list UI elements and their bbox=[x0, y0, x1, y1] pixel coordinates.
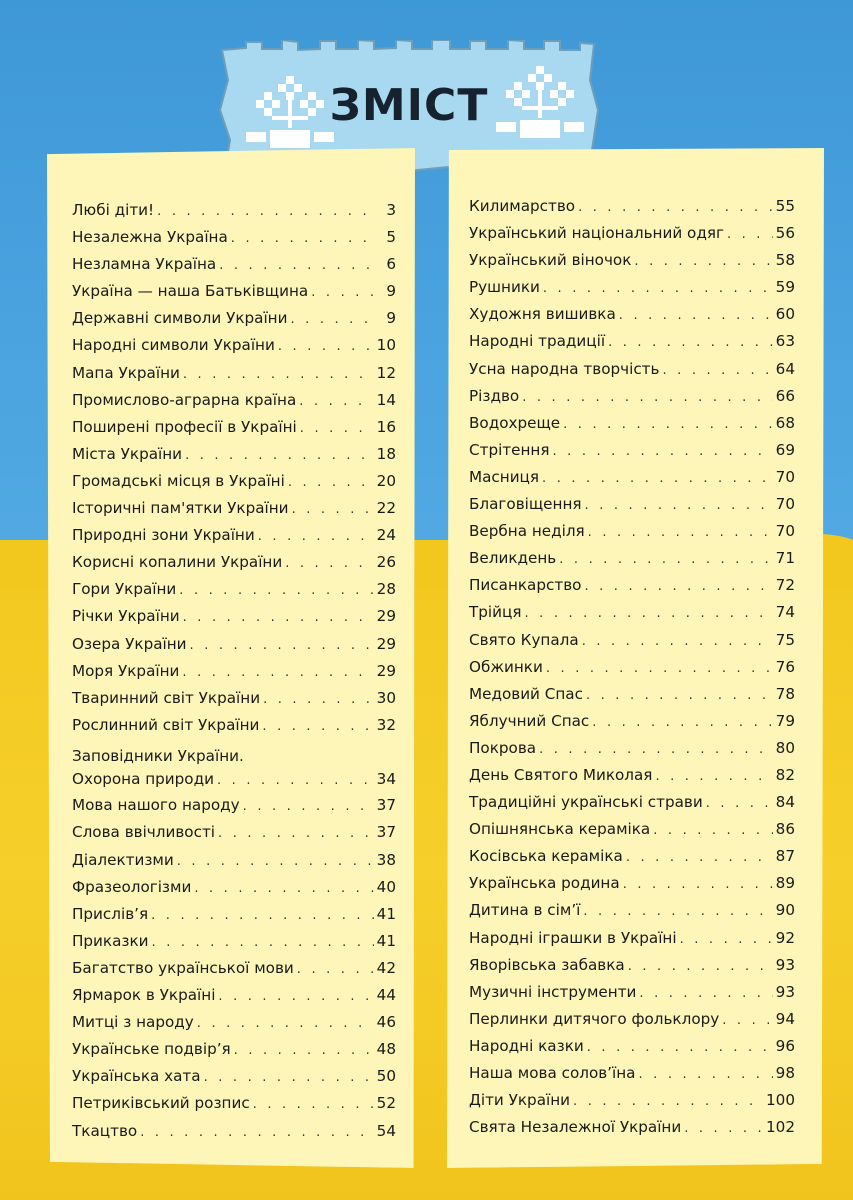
toc-entry[interactable] bbox=[469, 685, 795, 712]
toc-page-number: 46 bbox=[376, 1013, 396, 1032]
toc-leader-dots bbox=[204, 1070, 374, 1085]
toc-page-number: 56 bbox=[775, 224, 795, 243]
toc-entry-title: Прислів’я bbox=[72, 904, 149, 923]
toc-page-number: 29 bbox=[376, 607, 396, 626]
toc-entry-title: Народні символи України bbox=[72, 336, 275, 355]
toc-leader-dots bbox=[152, 935, 374, 950]
toc-leader-dots bbox=[623, 877, 773, 892]
toc-leader-dots bbox=[586, 688, 773, 703]
toc-entry[interactable] bbox=[72, 364, 396, 391]
toc-entry[interactable] bbox=[469, 983, 795, 1010]
toc-leader-dots bbox=[288, 475, 374, 490]
toc-page-number: 41 bbox=[376, 931, 396, 950]
toc-entry[interactable] bbox=[469, 901, 795, 928]
toc-leader-dots bbox=[219, 258, 375, 273]
toc-entry[interactable] bbox=[72, 635, 396, 662]
toc-leader-dots bbox=[218, 826, 374, 841]
toc-entry-title: Усна народна творчість bbox=[469, 359, 660, 378]
toc-leader-dots bbox=[608, 335, 773, 350]
toc-leader-dots bbox=[151, 908, 374, 923]
toc-page-number: 54 bbox=[376, 1121, 396, 1140]
toc-entry[interactable] bbox=[72, 201, 396, 228]
toc-leader-dots bbox=[253, 1097, 374, 1112]
toc-page-number: 41 bbox=[376, 904, 396, 923]
toc-page-number: 60 bbox=[775, 305, 795, 324]
toc-list-left bbox=[72, 201, 396, 1149]
toc-leader-dots bbox=[263, 692, 374, 707]
toc-page-number: 64 bbox=[775, 359, 795, 378]
toc-entry-title: Свято Купала bbox=[469, 630, 579, 649]
toc-entry-title: Українське подвір’я bbox=[72, 1040, 231, 1059]
toc-entry[interactable] bbox=[72, 336, 396, 363]
toc-entry[interactable] bbox=[72, 689, 396, 716]
toc-page-number: 63 bbox=[775, 332, 795, 351]
toc-entry-title: Гори України bbox=[72, 580, 177, 599]
toc-leader-dots bbox=[140, 1125, 373, 1140]
toc-entry-title: Міста України bbox=[72, 444, 183, 463]
toc-page-number: 38 bbox=[376, 850, 396, 869]
toc-leader-dots bbox=[543, 281, 773, 296]
toc-leader-dots bbox=[291, 312, 376, 327]
toc-entry[interactable] bbox=[469, 522, 795, 549]
toc-entry-title: Рослинний світ України bbox=[72, 715, 260, 734]
toc-entry-title: Вербна неділя bbox=[469, 522, 585, 541]
toc-page-number: 68 bbox=[775, 413, 795, 432]
toc-entry[interactable] bbox=[72, 932, 396, 959]
toc-entry-title: Медовий Спас bbox=[469, 684, 583, 703]
toc-leader-dots bbox=[311, 285, 375, 300]
toc-entry-title: Корисні копалини України bbox=[72, 553, 283, 572]
toc-page-number: 20 bbox=[376, 471, 396, 490]
toc-leader-dots bbox=[177, 854, 374, 869]
toc-entry-title: Багатство української мови bbox=[72, 958, 294, 977]
toc-entry[interactable] bbox=[469, 441, 795, 468]
toc-entry[interactable] bbox=[72, 1040, 396, 1067]
toc-page-number: 14 bbox=[376, 390, 396, 409]
toc-entry[interactable] bbox=[72, 418, 396, 445]
toc-entry[interactable] bbox=[469, 929, 795, 956]
toc-entry-title: Благовіщення bbox=[469, 495, 582, 514]
toc-page-number: 22 bbox=[376, 499, 396, 518]
toc-entry[interactable] bbox=[469, 576, 795, 603]
toc-page-number: 37 bbox=[376, 823, 396, 842]
toc-leader-dots bbox=[584, 579, 772, 594]
toc-page-number: 55 bbox=[775, 197, 795, 215]
toc-entry-title: Великдень bbox=[469, 549, 557, 568]
toc-page-number: 37 bbox=[376, 796, 396, 815]
toc-entry-title: Діти України bbox=[469, 1091, 571, 1110]
toc-entry-title: Різдво bbox=[469, 386, 520, 405]
toc-entry[interactable] bbox=[469, 197, 795, 224]
toc-entry-title: Обжинки bbox=[469, 657, 543, 676]
toc-leader-dots bbox=[655, 769, 772, 784]
toc-leader-dots bbox=[634, 254, 772, 269]
toc-entry-title: Яворівська забавка bbox=[469, 955, 625, 974]
toc-entry-title: Покрова bbox=[469, 738, 537, 757]
toc-entry-title: Мапа України bbox=[72, 363, 180, 382]
toc-page-number: 12 bbox=[376, 363, 396, 382]
toc-leader-dots bbox=[262, 719, 373, 734]
toc-entry-title: Петриківський розпис bbox=[72, 1094, 250, 1113]
toc-entry[interactable] bbox=[72, 309, 396, 336]
toc-page-number: 89 bbox=[775, 874, 795, 893]
toc-page-number: 87 bbox=[775, 847, 795, 866]
toc-entry[interactable] bbox=[469, 1118, 795, 1145]
toc-entry-title: Тваринний світ України bbox=[72, 688, 261, 707]
toc-leader-dots bbox=[258, 529, 374, 544]
toc-entry[interactable] bbox=[72, 986, 396, 1013]
toc-page-number: 9 bbox=[386, 282, 396, 301]
toc-page-number: 90 bbox=[775, 901, 795, 920]
toc-leader-dots bbox=[546, 661, 773, 676]
toc-page-number: 18 bbox=[376, 444, 396, 463]
toc-page-number: 78 bbox=[775, 684, 795, 703]
toc-entry[interactable] bbox=[72, 607, 396, 634]
toc-entry-title: Фразеологізми bbox=[72, 877, 192, 896]
toc-entry[interactable] bbox=[469, 956, 795, 983]
toc-page-number: 24 bbox=[376, 526, 396, 545]
toc-entry[interactable] bbox=[72, 445, 396, 472]
toc-entry[interactable] bbox=[469, 1010, 795, 1037]
toc-entry-title: Стрітення bbox=[469, 440, 550, 459]
toc-leader-dots bbox=[573, 1094, 763, 1109]
toc-page-number: 82 bbox=[775, 765, 795, 784]
toc-leader-dots bbox=[727, 227, 773, 242]
toc-page-number: 30 bbox=[376, 688, 396, 707]
toc-page-number: 16 bbox=[376, 417, 396, 436]
toc-entry[interactable] bbox=[72, 255, 396, 282]
toc-entry[interactable] bbox=[469, 847, 795, 874]
toc-entry-title: Ярмарок в Україні bbox=[72, 986, 216, 1005]
toc-entry[interactable] bbox=[72, 743, 396, 797]
toc-entry[interactable] bbox=[469, 1064, 795, 1091]
toc-entry-title: Масниця bbox=[469, 467, 540, 486]
toc-page-number: 52 bbox=[376, 1094, 396, 1113]
toc-entry-title: Історичні пам'ятки України bbox=[72, 499, 289, 518]
toc-page-number: 42 bbox=[376, 958, 396, 977]
toc-entry[interactable] bbox=[469, 766, 795, 793]
toc-entry[interactable] bbox=[72, 878, 396, 905]
toc-page-number: 75 bbox=[775, 630, 795, 649]
toc-page-number: 74 bbox=[775, 603, 795, 622]
toc-page-number: 70 bbox=[775, 522, 795, 541]
toc-page-number: 34 bbox=[376, 769, 396, 788]
toc-entry-title: Незламна Україна bbox=[72, 255, 217, 274]
toc-page-number: 76 bbox=[775, 657, 795, 676]
toc-entry[interactable] bbox=[469, 739, 795, 766]
toc-page-number: 44 bbox=[376, 986, 396, 1005]
toc-leader-dots bbox=[234, 1043, 374, 1058]
toc-leader-dots bbox=[182, 665, 373, 680]
toc-entry-title: Діалектизми bbox=[72, 850, 174, 869]
toc-entry[interactable] bbox=[72, 662, 396, 689]
toc-page-number: 71 bbox=[775, 549, 795, 568]
toc-page-number: 70 bbox=[775, 467, 795, 486]
toc-entry[interactable] bbox=[72, 851, 396, 878]
toc-page-number: 72 bbox=[775, 576, 795, 595]
toc-leader-dots bbox=[583, 904, 772, 919]
toc-entry-title: Наша мова солов’їна bbox=[469, 1064, 636, 1082]
toc-entry-title: Писанкарство bbox=[469, 576, 582, 595]
toc-leader-dots bbox=[522, 390, 772, 405]
toc-entry[interactable] bbox=[469, 332, 795, 359]
toc-entry[interactable] bbox=[469, 414, 795, 441]
toc-entry-title: Яблучний Спас bbox=[469, 711, 590, 730]
toc-entry[interactable] bbox=[469, 360, 795, 387]
toc-entry-title: Заповідники України. bbox=[72, 746, 244, 765]
toc-page-number: 79 bbox=[775, 711, 795, 730]
toc-page-number: 93 bbox=[775, 955, 795, 974]
toc-leader-dots bbox=[588, 525, 773, 540]
toc-entry-title: Річки України bbox=[72, 607, 180, 626]
toc-page-number: 29 bbox=[376, 661, 396, 680]
toc-leader-dots bbox=[183, 610, 374, 625]
toc-entry-title: Музичні інструменти bbox=[469, 982, 637, 1001]
toc-entry[interactable] bbox=[72, 499, 396, 526]
toc-leader-dots bbox=[662, 363, 772, 378]
toc-page-number: 93 bbox=[775, 982, 795, 1001]
toc-leader-dots bbox=[197, 1016, 374, 1031]
toc-page-number: 100 bbox=[766, 1091, 795, 1110]
toc-entry[interactable] bbox=[469, 603, 795, 630]
toc-leader-dots bbox=[619, 308, 773, 323]
toc-entry[interactable] bbox=[469, 1037, 795, 1064]
toc-leader-dots bbox=[559, 552, 772, 567]
toc-entry[interactable] bbox=[469, 305, 795, 332]
toc-page-number: 92 bbox=[775, 928, 795, 947]
toc-leader-dots bbox=[563, 417, 773, 432]
toc-entry-title-continued: Охорона природи bbox=[72, 769, 214, 788]
toc-entry[interactable] bbox=[72, 553, 396, 580]
toc-entry-title: Художня вишивка bbox=[469, 305, 616, 324]
toc-entry-title: Україна — наша Батьківщина bbox=[72, 282, 309, 301]
toc-entry[interactable] bbox=[72, 905, 396, 932]
toc-entry-title: Перлинки дитячого фольклору bbox=[469, 1009, 720, 1028]
toc-entry[interactable] bbox=[72, 391, 396, 418]
toc-leader-dots bbox=[592, 715, 772, 730]
toc-entry[interactable] bbox=[72, 580, 396, 607]
toc-page-number: 98 bbox=[775, 1064, 795, 1082]
toc-entry-title: Водохреще bbox=[469, 413, 561, 432]
toc-leader-dots bbox=[194, 881, 373, 896]
page-title: ЗМІСТ bbox=[329, 80, 489, 131]
toc-leader-dots bbox=[639, 986, 772, 1001]
toc-entry-title: Любі діти! bbox=[72, 201, 155, 219]
toc-leader-dots bbox=[626, 850, 773, 865]
toc-page-number: 84 bbox=[775, 793, 795, 812]
toc-page-number: 94 bbox=[775, 1009, 795, 1028]
toc-entry-title: Косівська кераміка bbox=[469, 847, 623, 866]
toc-leader-dots bbox=[653, 823, 772, 838]
toc-page-number: 26 bbox=[376, 553, 396, 572]
toc-entry-title: Природні зони України bbox=[72, 526, 255, 545]
toc-leader-dots bbox=[684, 1121, 763, 1136]
toc-leader-dots bbox=[582, 634, 773, 649]
toc-page-number: 80 bbox=[775, 738, 795, 757]
toc-entry[interactable] bbox=[469, 1091, 795, 1118]
toc-page-number: 40 bbox=[376, 877, 396, 896]
toc-entry[interactable] bbox=[72, 472, 396, 499]
toc-leader-dots bbox=[524, 606, 772, 621]
toc-leader-dots bbox=[218, 989, 373, 1004]
toc-entry[interactable] bbox=[72, 1067, 396, 1094]
toc-entry[interactable] bbox=[72, 1094, 396, 1121]
toc-leader-dots bbox=[553, 444, 773, 459]
toc-entry-title: Українська родина bbox=[469, 874, 620, 893]
toc-leader-dots bbox=[297, 962, 374, 977]
toc-leader-dots bbox=[190, 638, 374, 653]
toc-entry-title: Мова нашого народу bbox=[72, 796, 240, 815]
toc-entry-title: Поширені професії в Україні bbox=[72, 417, 297, 436]
toc-page-number: 32 bbox=[376, 715, 396, 734]
toc-entry-title: Ткацтво bbox=[72, 1121, 138, 1140]
toc-page-number: 3 bbox=[386, 201, 396, 219]
toc-entry-title: Митці з народу bbox=[72, 1013, 194, 1032]
toc-entry[interactable] bbox=[469, 495, 795, 522]
toc-leader-dots bbox=[706, 796, 773, 811]
toc-entry[interactable] bbox=[469, 712, 795, 739]
toc-entry[interactable] bbox=[469, 251, 795, 278]
toc-leader-dots bbox=[680, 932, 773, 947]
toc-page-number: 29 bbox=[376, 634, 396, 653]
toc-leader-dots bbox=[292, 502, 374, 517]
toc-entry-title: Опішнянська кераміка bbox=[469, 820, 651, 839]
toc-entry[interactable] bbox=[72, 1122, 396, 1149]
toc-leader-dots bbox=[628, 959, 773, 974]
toc-entry-title: Приказки bbox=[72, 931, 149, 950]
toc-page-number: 59 bbox=[775, 278, 795, 297]
toc-entry-title: Моря України bbox=[72, 661, 180, 680]
toc-entry-title: Народні казки bbox=[469, 1036, 584, 1055]
toc-leader-dots bbox=[587, 1040, 773, 1055]
toc-entry-title: Державні символи України bbox=[72, 309, 288, 328]
toc-entry[interactable] bbox=[72, 1013, 396, 1040]
toc-entry-title: Свята Незалежної України bbox=[469, 1118, 682, 1137]
toc-entry-title: Традиційні українські страви bbox=[469, 793, 703, 812]
toc-entry-title: Трійця bbox=[469, 603, 522, 622]
toc-entry-title: Дитина в сім’ї bbox=[469, 901, 581, 920]
toc-entry[interactable] bbox=[72, 796, 396, 823]
toc-entry[interactable] bbox=[469, 468, 795, 495]
toc-page-number: 86 bbox=[775, 820, 795, 839]
toc-leader-dots bbox=[539, 742, 773, 757]
toc-page-number: 10 bbox=[376, 336, 396, 355]
toc-entry[interactable] bbox=[469, 874, 795, 901]
toc-page-number: 6 bbox=[386, 255, 396, 274]
toc-leader-dots bbox=[722, 1013, 772, 1028]
toc-list-right bbox=[469, 197, 795, 1145]
toc-entry-title: Народні традиції bbox=[469, 332, 606, 351]
toc-page-number: 48 bbox=[376, 1040, 396, 1059]
toc-entry-title: Незалежна Україна bbox=[72, 228, 228, 247]
toc-leader-dots bbox=[185, 448, 374, 463]
toc-entry[interactable] bbox=[469, 658, 795, 685]
toc-leader-dots bbox=[299, 394, 373, 409]
toc-entry[interactable] bbox=[72, 228, 396, 255]
toc-page-number: 58 bbox=[775, 251, 795, 270]
toc-entry[interactable] bbox=[469, 631, 795, 658]
toc-leader-dots bbox=[638, 1067, 772, 1082]
toc-leader-dots bbox=[231, 231, 375, 246]
toc-entry-title: Український віночок bbox=[469, 251, 632, 270]
toc-entry[interactable] bbox=[72, 526, 396, 553]
toc-page-number: 50 bbox=[376, 1067, 396, 1086]
toc-entry-title: Озера України bbox=[72, 634, 187, 653]
toc-entry[interactable] bbox=[72, 282, 396, 309]
toc-entry-title: Українська хата bbox=[72, 1067, 201, 1086]
toc-page-number: 70 bbox=[775, 495, 795, 514]
toc-entry[interactable] bbox=[469, 793, 795, 820]
toc-leader-dots bbox=[542, 471, 773, 486]
toc-entry[interactable] bbox=[469, 224, 795, 251]
toc-leader-dots bbox=[179, 583, 373, 598]
toc-page-number: 102 bbox=[766, 1118, 795, 1137]
toc-entry-title: Народні іграшки в Україні bbox=[469, 928, 677, 947]
toc-leader-dots bbox=[278, 339, 374, 354]
toc-leader-dots bbox=[578, 200, 773, 215]
toc-entry-title: Промислово-аграрна країна bbox=[72, 390, 297, 409]
toc-entry-title: Український національний одяг bbox=[469, 224, 724, 243]
toc-entry-title: Слова ввічливості bbox=[72, 823, 216, 842]
toc-leader-dots bbox=[285, 556, 373, 571]
toc-leader-dots bbox=[585, 498, 773, 513]
toc-leader-dots bbox=[243, 799, 374, 814]
toc-leader-dots bbox=[183, 367, 374, 382]
toc-page-number: 28 bbox=[376, 580, 396, 599]
toc-entry-title: Рушники bbox=[469, 278, 540, 297]
toc-entry-title: Килимарство bbox=[469, 197, 576, 215]
toc-entry[interactable] bbox=[469, 820, 795, 847]
toc-entry-title: День Святого Миколая bbox=[469, 765, 653, 784]
toc-leader-dots bbox=[300, 421, 374, 436]
toc-entry[interactable] bbox=[469, 278, 795, 305]
toc-leader-dots bbox=[217, 773, 374, 788]
toc-page-number: 96 bbox=[775, 1036, 795, 1055]
toc-page-number: 69 bbox=[775, 440, 795, 459]
toc-entry[interactable] bbox=[72, 959, 396, 986]
toc-entry[interactable] bbox=[469, 387, 795, 414]
toc-page-number: 9 bbox=[386, 309, 396, 328]
toc-page-number: 66 bbox=[775, 386, 795, 405]
toc-entry[interactable] bbox=[469, 549, 795, 576]
toc-entry[interactable] bbox=[72, 716, 396, 743]
toc-leader-dots bbox=[157, 204, 375, 219]
toc-page-number: 5 bbox=[386, 228, 396, 247]
toc-entry-title: Громадські місця в Україні bbox=[72, 471, 285, 490]
toc-entry[interactable] bbox=[72, 823, 396, 850]
